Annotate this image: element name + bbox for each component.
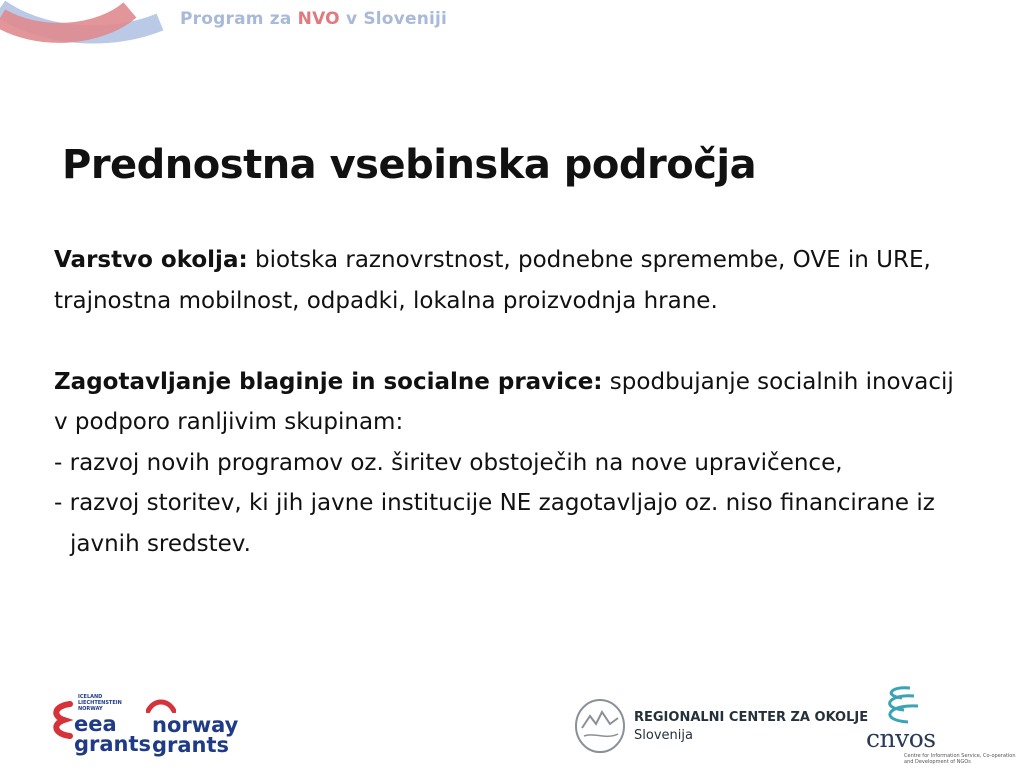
slide-body <box>54 240 974 564</box>
decorative-arcs <box>0 0 180 110</box>
paragraph-welfare: Zagotavljanje blaginje in socialne pravice: spodbujanje socialnih inovacij v podporo ranljivim skupinam: <box>54 368 954 435</box>
norway-grants-logo: norway grants <box>140 695 235 760</box>
bullet-item: - razvoj storitev, ki jih javne institucije NE zagotavljajo oz. niso financirane iz javnih sredstev. <box>54 490 935 557</box>
rcz-logo: REGIONALNI CENTER ZA OKOLJE Slovenija <box>574 696 864 756</box>
program-title: Program za NVO v Sloveniji <box>180 9 448 29</box>
slide-title: Prednostna vsebinska področja <box>62 142 757 188</box>
bullet-item: - razvoj novih programov oz. širitev obstoječih na nove upravičence, <box>54 449 843 476</box>
eea-grants-logo: ICELAND LIECHTENSTEIN NORWAY eea grants <box>48 692 138 762</box>
cnvos-logo: cnvos Centre for Information Service, Co-operation and Development of NGOs <box>862 680 1022 768</box>
paragraph-environment: Varstvo okolja: biotska raznovrstnost, podnebne spremembe, OVE in URE, trajnostna mobilnost, odpadki, lokalna proizvodnja hrane. <box>54 247 931 314</box>
